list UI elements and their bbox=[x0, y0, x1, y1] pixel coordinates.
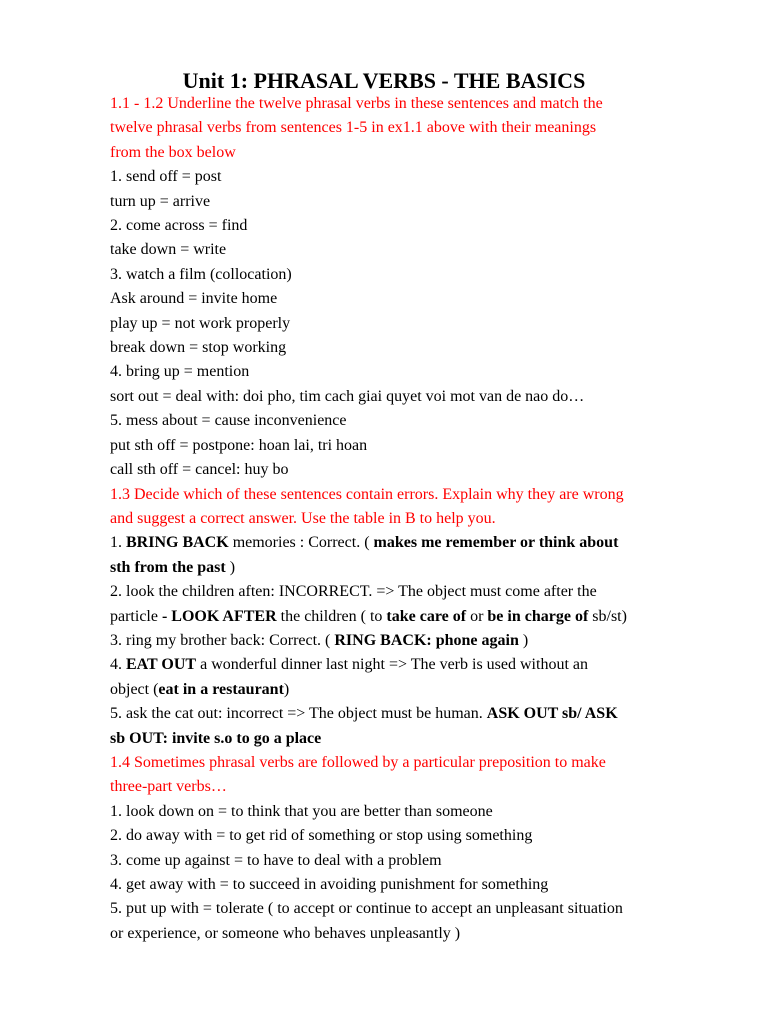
list-item: take down = write bbox=[110, 241, 227, 259]
answer-keyword: makes me remember or think about bbox=[373, 534, 619, 552]
answer-keyword: - LOOK AFTER bbox=[161, 607, 277, 625]
answer-keyword: EAT OUT bbox=[126, 656, 197, 674]
answer-5-line-1 bbox=[110, 702, 710, 726]
answer-keyword: sth from the past bbox=[110, 558, 226, 576]
answer-2-line-1: 2. look the children aften: INCORRECT. => The object must come after the bbox=[110, 583, 597, 601]
list-item: 1. send off = post bbox=[110, 168, 222, 186]
section-1-1-heading-line: 1.1 - 1.2 Underline the twelve phrasal verbs in these sentences and match the bbox=[110, 95, 603, 112]
answer-text: object ( bbox=[110, 680, 159, 698]
answer-text: or bbox=[466, 607, 488, 625]
list-item: 4. bring up = mention bbox=[110, 363, 250, 381]
list-item: 3. come up against = to have to deal with a problem bbox=[110, 851, 442, 869]
answer-text: the children ( to bbox=[276, 607, 387, 625]
answer-keyword: take care of bbox=[386, 607, 467, 625]
answer-1-line-2 bbox=[110, 556, 710, 580]
list-item: put sth off = postpone: hoan lai, tri hoan bbox=[110, 436, 368, 454]
answer-keyword: eat in a restaurant bbox=[158, 680, 284, 698]
page-title: Unit 1: PHRASAL VERBS - THE BASICS bbox=[182, 68, 586, 93]
answer-text: sb/st) bbox=[588, 607, 627, 625]
answer-text: 5. ask the cat out: incorrect => The object must be human. bbox=[110, 705, 487, 723]
list-item: play up = not work properly bbox=[110, 314, 291, 332]
answer-text: ) bbox=[225, 558, 236, 576]
list-item: break down = stop working bbox=[110, 339, 287, 357]
answer-text: 1. bbox=[110, 534, 126, 552]
list-item: 1. look down on = to think that you are better than someone bbox=[110, 802, 493, 820]
answer-text: 4. bbox=[110, 656, 126, 674]
answer-4-line-2 bbox=[110, 678, 710, 702]
section-1-1-heading-line: from the box below bbox=[110, 143, 236, 161]
answer-4-line-1 bbox=[110, 653, 710, 677]
section-1-1-heading-line: twelve phrasal verbs from sentences 1-5 in ex1.1 above with their meanings bbox=[110, 119, 597, 137]
answer-1-line-1 bbox=[110, 531, 710, 555]
answer-keyword: be in charge of bbox=[487, 607, 589, 625]
answer-text: memories : Correct. ( bbox=[228, 534, 374, 552]
answer-keyword: BRING BACK bbox=[126, 534, 229, 552]
section-1-4-heading-line: three-part verbs… bbox=[110, 778, 227, 796]
section-1-3-heading-line: 1.3 Decide which of these sentences contain errors. Explain why they are wrong bbox=[110, 485, 624, 503]
list-item: 2. come across = find bbox=[110, 217, 248, 235]
answer-text: ) bbox=[518, 631, 529, 649]
section-1-4-heading-line: 1.4 Sometimes phrasal verbs are followed by a particular preposition to make bbox=[110, 753, 606, 771]
answer-text: a wonderful dinner last night => The verb is used without an bbox=[196, 656, 588, 674]
list-item: 2. do away with = to get rid of something or stop using something bbox=[110, 827, 533, 845]
answer-text: 3. ring my brother back: Correct. ( bbox=[110, 631, 335, 649]
answer-keyword: sb OUT: invite s.o to go a place bbox=[110, 729, 322, 747]
list-item: 3. watch a film (collocation) bbox=[110, 265, 292, 283]
answer-3-line-1 bbox=[110, 629, 710, 653]
list-item: call sth off = cancel: huy bo bbox=[110, 461, 289, 479]
answer-keyword: ASK OUT sb/ ASK bbox=[486, 705, 618, 723]
answer-5-line-2 bbox=[110, 727, 710, 751]
list-item: Ask around = invite home bbox=[110, 290, 278, 308]
answer-keyword: RING BACK: phone again bbox=[334, 631, 519, 649]
document-body bbox=[110, 92, 710, 946]
answer-text: ) bbox=[283, 680, 290, 698]
list-item: 4. get away with = to succeed in avoiding punishment for something bbox=[110, 876, 549, 893]
list-item: or experience, or someone who behaves unpleasantly ) bbox=[110, 924, 461, 942]
list-item: 5. mess about = cause inconvenience bbox=[110, 412, 347, 430]
list-item: 5. put up with = tolerate ( to accept or continue to accept an unpleasant situation bbox=[110, 900, 623, 918]
section-1-3-heading-line: and suggest a correct answer. Use the table in B to help you. bbox=[110, 509, 496, 527]
answer-text: particle bbox=[110, 607, 162, 625]
list-item: turn up = arrive bbox=[110, 192, 211, 210]
list-item: sort out = deal with: doi pho, tim cach giai quyet voi mot van de nao do… bbox=[110, 387, 585, 405]
answer-2-line-2 bbox=[110, 605, 710, 629]
